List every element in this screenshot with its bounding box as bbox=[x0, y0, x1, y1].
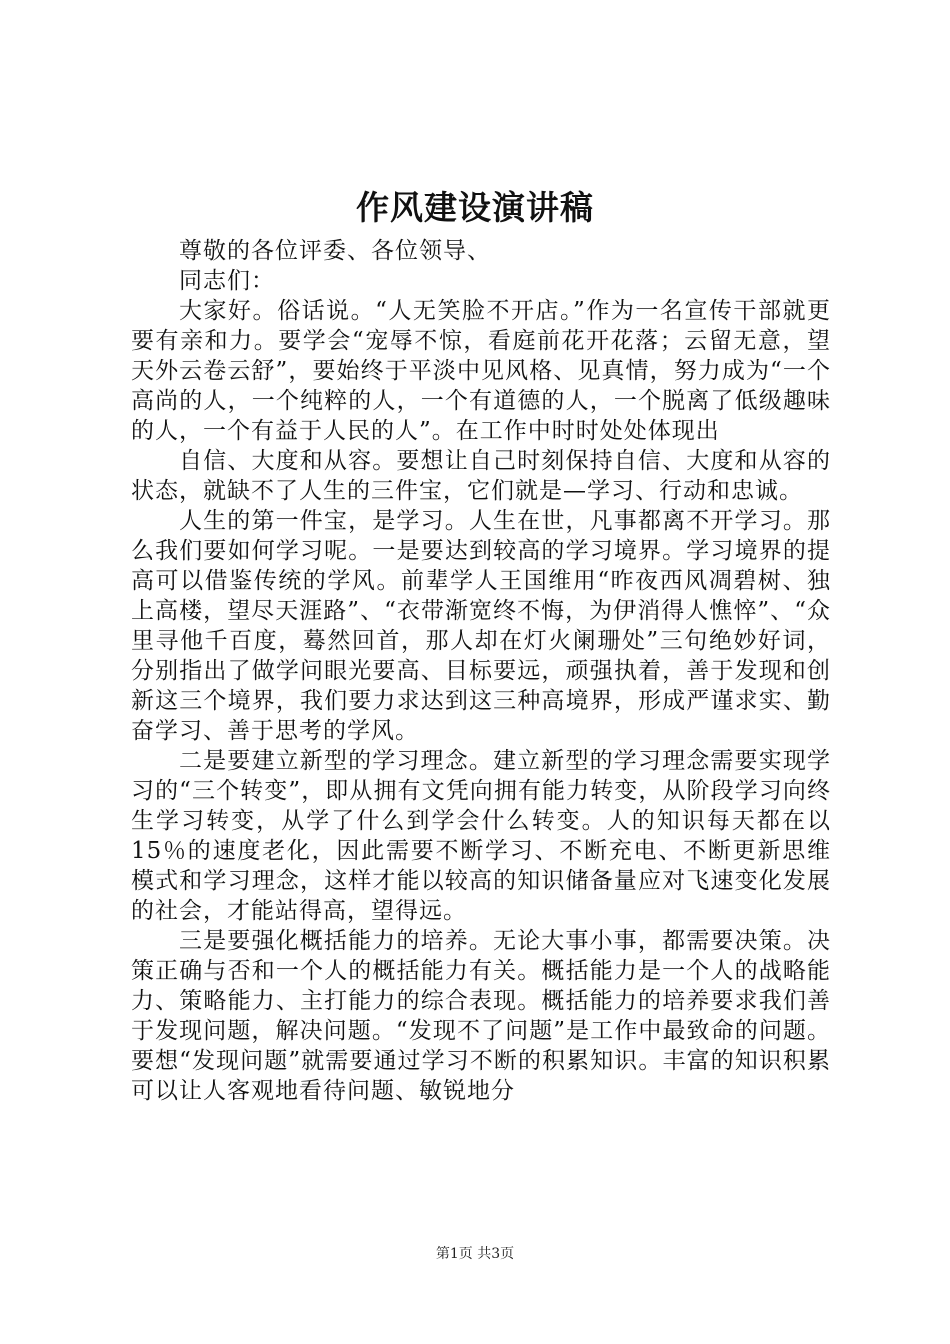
body-paragraph: 二是要建立新型的学习理念。建立新型的学习理念需要实现学习的“三个转变”，即从拥有文凭向拥有能力转变，从阶段学习向终生学习转变，从学了什么到学会什么转变。人的知识每天都在以15％的速度老化，因此需要不断学习、不断充电、不断更新思维模式和学习理念，这样才能以较高的知识储备量应对飞速变化发展的社会，才能站得高，望得远。 bbox=[131, 748, 831, 924]
page-number-footer: 第1页 共3页 bbox=[435, 1246, 515, 1262]
body-paragraph: 人生的第一件宝，是学习。人生在世，凡事都离不开学习。那么我们要如何学习呢。一是要达到较高的学习境界。学习境界的提高可以借鉴传统的学风。前辈学人王国维用“昨夜西风凋碧树、独上高楼，望尽天涯路”、“衣带渐宽终不悔，为伊消得人憔悴”、“众里寻他千百度，蓦然回首，那人却在灯火阑珊处”三句绝妙好词，分别指出了做学问眼光要高、目标要远，顽强执着，善于发现和创新这三个境界，我们要力求达到这三种高境界，形成严谨求实、勤奋学习、善于思考的学风。 bbox=[131, 508, 831, 744]
document-title: 作风建设演讲稿 bbox=[356, 188, 594, 227]
salutation-line-1: 尊敬的各位评委、各位领导、 bbox=[179, 238, 491, 264]
body-paragraph: 自信、大度和从容。要想让自己时刻保持自信、大度和从容的状态，就缺不了人生的三件宝，它们就是—学习、行动和忠诚。 bbox=[131, 448, 831, 504]
document-body bbox=[131, 236, 831, 1106]
body-paragraph: 三是要强化概括能力的培养。无论大事小事，都需要决策。决策正确与否和一个人的概括能力有关。概括能力是一个人的战略能力、策略能力、主打能力的综合表现。概括能力的培养要求我们善于发现问题，解决问题。“发现不了问题”是工作中最致命的问题。要想“发现问题”就需要通过学习不断的积累知识。丰富的知识积累可以让人客观地看待问题、敏锐地分 bbox=[131, 928, 831, 1104]
salutation-line-2: 同志们： bbox=[179, 268, 275, 294]
body-paragraph: 大家好。俗话说。“人无笑脸不开店。”作为一名宣传干部就更要有亲和力。要学会“宠辱不惊，看庭前花开花落；云留无意，望天外云卷云舒”，要始终于平淡中见风格、见真情，努力成为“一个高尚的人，一个纯粹的人，一个有道德的人，一个脱离了低级趣味的人，一个有益于人民的人”。在工作中时时处处体现出 bbox=[131, 298, 831, 444]
